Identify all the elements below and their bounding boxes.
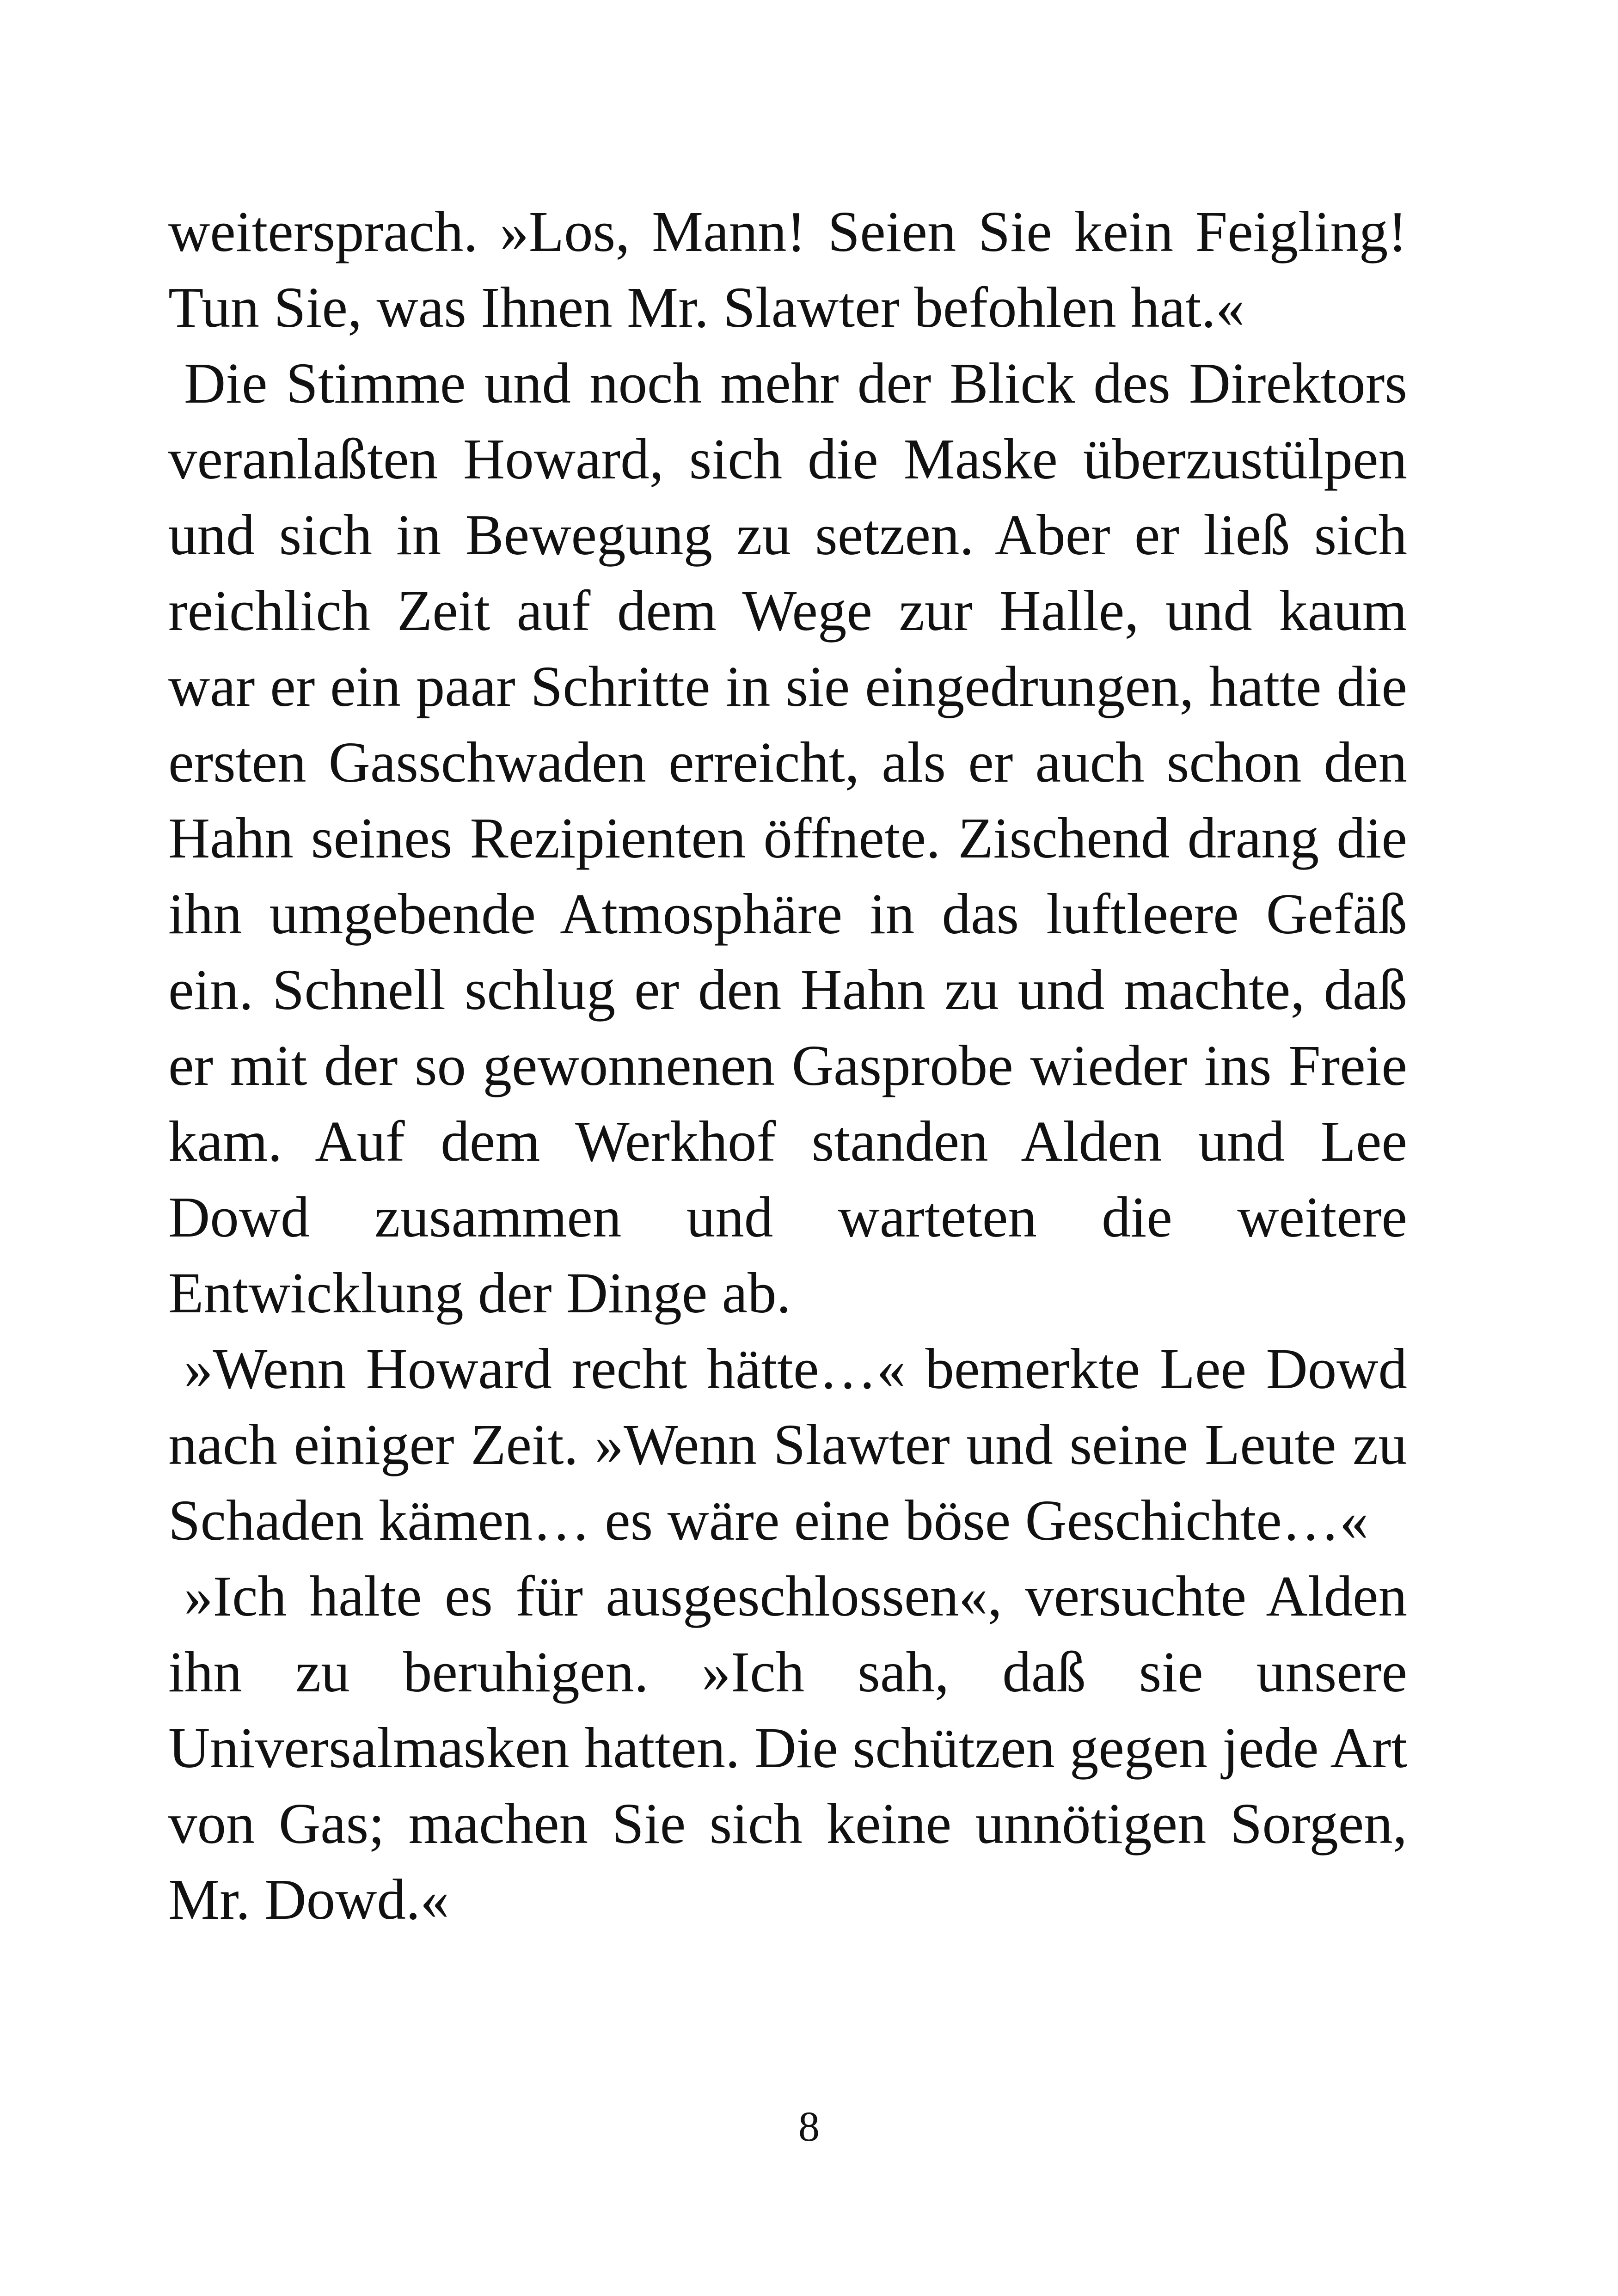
- text-line: »Ich halte es für ausgeschlossen«, versuchte Alden: [184, 1565, 1407, 1629]
- text-line: ersten Gasschwaden erreicht, als er auch schon den: [168, 731, 1407, 795]
- text-line: weitersprach. »Los, Mann! Seien Sie kein Feigling!: [168, 200, 1407, 264]
- text-line: ihn zu beruhigen. »Ich sah, daß sie unsere: [168, 1641, 1407, 1704]
- page-number: 8: [798, 2103, 820, 2150]
- text-line: »Wenn Howard recht hätte…« bemerkte Lee Dowd: [184, 1337, 1407, 1401]
- text-line: veranlaßten Howard, sich die Maske überzustülpen: [168, 428, 1407, 491]
- text-line: ihn umgebende Atmosphäre in das luftleere Gefäß: [168, 882, 1407, 946]
- text-line: er mit der so gewonnenen Gasprobe wieder ins Freie: [168, 1034, 1407, 1098]
- text-line: Hahn seines Rezipienten öffnete. Zischend drang die: [168, 807, 1407, 870]
- text-line: Die Stimme und noch mehr der Blick des Direktors: [184, 352, 1407, 416]
- text-line: Dowd zusammen und warteten die weitere: [168, 1186, 1407, 1249]
- text-line: von Gas; machen Sie sich keine unnötigen Sorgen,: [168, 1792, 1407, 1856]
- text-line: war er ein paar Schritte in sie eingedrungen, hatte die: [168, 655, 1407, 719]
- text-line: reichlich Zeit auf dem Wege zur Halle, und kaum: [168, 579, 1407, 643]
- page-body-text: [168, 194, 1407, 1938]
- text-line: nach einiger Zeit. »Wenn Slawter und seine Leute zu: [168, 1413, 1407, 1477]
- text-line: ein. Schnell schlug er den Hahn zu und machte, daß: [168, 958, 1407, 1022]
- text-line: kam. Auf dem Werkhof standen Alden und Lee: [168, 1110, 1407, 1174]
- text-line: Mr. Dowd.«: [168, 1868, 449, 1932]
- text-line: Universalmasken hatten. Die schützen gegen jede Art: [168, 1716, 1407, 1780]
- text-line: und sich in Bewegung zu setzen. Aber er ließ sich: [168, 503, 1407, 567]
- text-line: Tun Sie, was Ihnen Mr. Slawter befohlen hat.«: [168, 276, 1245, 340]
- text-line: Entwicklung der Dinge ab.: [168, 1261, 791, 1325]
- text-line: Schaden kämen… es wäre eine böse Geschichte…«: [168, 1489, 1369, 1553]
